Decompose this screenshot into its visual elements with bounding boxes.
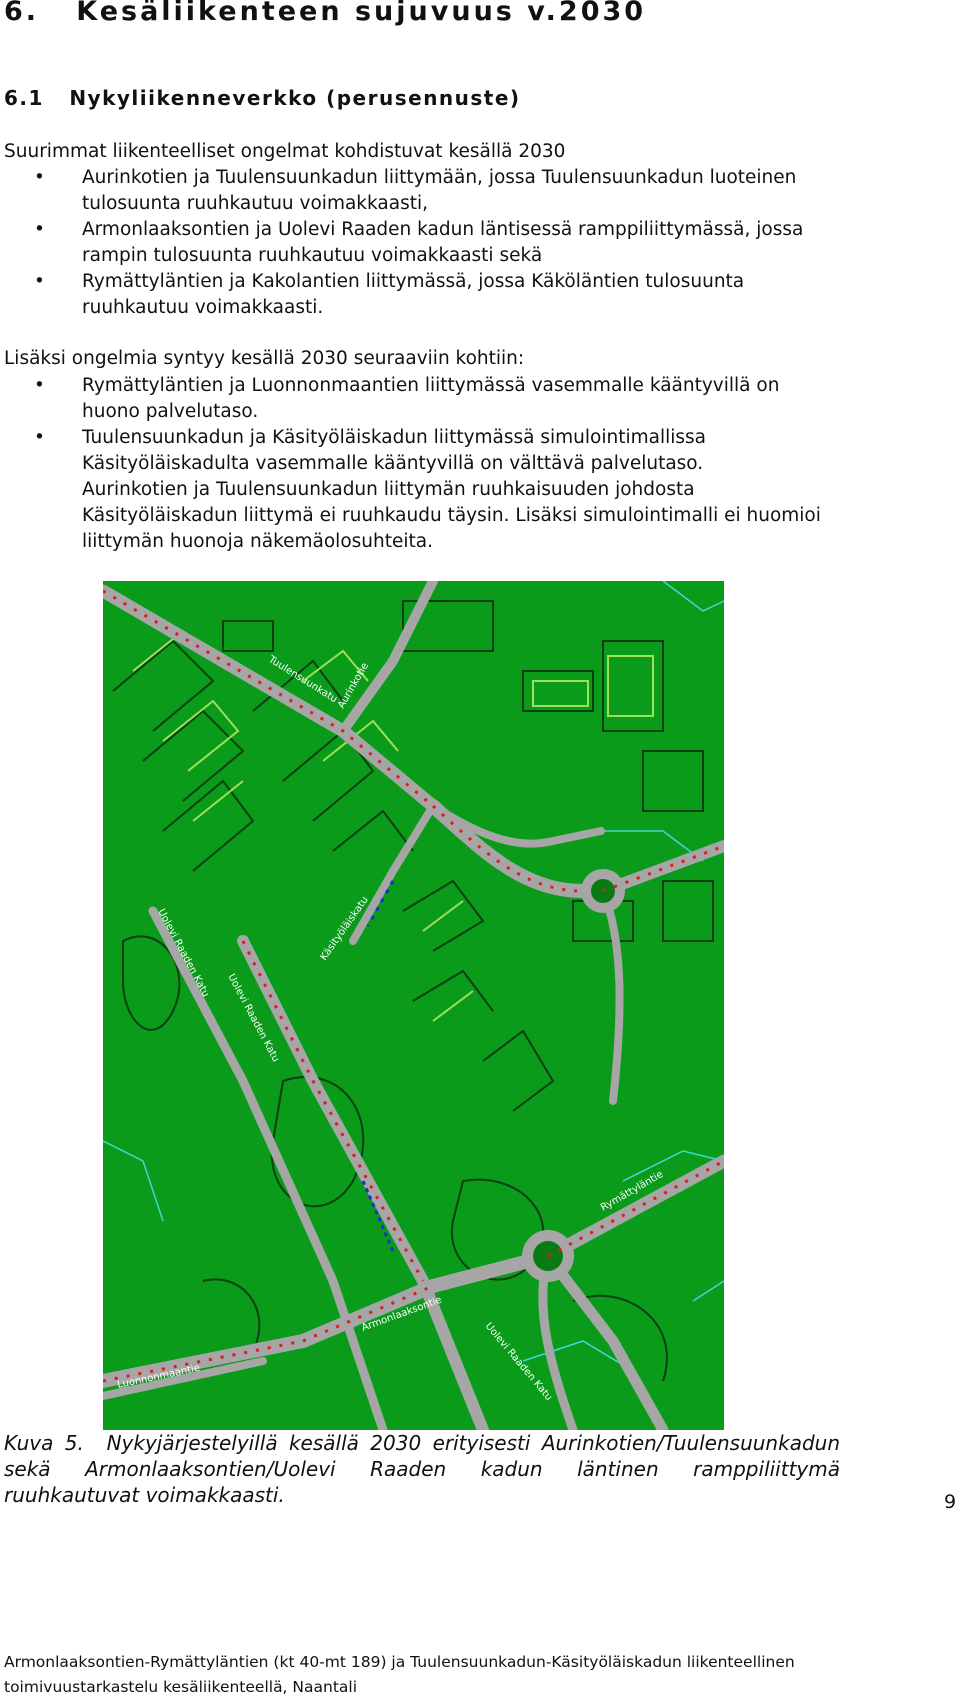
- map-label-tuulensuunkatu: Tuulensuunkatu: [266, 654, 340, 706]
- list-item: [0, 217, 830, 269]
- list-item: [0, 373, 830, 425]
- list-item-text: Rymättyläntien ja Kakolantien liittymässä, jossa Käköläntien tulosuunta ruuhkautuu voimakkaasti.: [82, 271, 745, 318]
- subsection-heading: 6.1 Nykyliikenneverkko (perusennuste): [4, 86, 521, 110]
- map-label-uolevi-raaden-katu-3: Uolevi Raaden Katu: [482, 1320, 555, 1404]
- page-number: 9: [944, 1491, 957, 1513]
- map-label-uolevi-raaden-katu-1: Uolevi Raaden Katu: [155, 907, 212, 999]
- list-item-text: Aurinkotien ja Tuulensuunkadun liittymään, jossa Tuulensuunkadun luoteinen tulosuunta ruuhkautuu voimakkaasti,: [82, 167, 797, 214]
- bullet-icon: •: [34, 219, 45, 240]
- bullet-icon: •: [34, 375, 45, 396]
- intro-paragraph: Suurimmat liikenteelliset ongelmat kohdistuvat kesällä 2030: [4, 141, 566, 162]
- map-label-rymattylantie: Rymättyläntie: [599, 1169, 666, 1214]
- list-item: [0, 165, 830, 217]
- list-item: [0, 269, 830, 321]
- map-label-luonnonmaantie: Luonnonmaantie: [116, 1362, 201, 1391]
- page-footer: Armonlaaksontien-Rymättyläntien (kt 40-mt 189) ja Tuulensuunkadun-Käsityöläiskadun liikenteellinen toimivuustarkastelu kesäliikenteellä, Naantali: [4, 1653, 795, 1696]
- traffic-simulation-map: [103, 581, 724, 1430]
- bullet-icon: •: [34, 427, 45, 448]
- map-label-armonlaaksontie: Armonlaaksontie: [360, 1294, 444, 1334]
- list-item-text: Tuulensuunkadun ja Käsityöläiskadun liittymässä simulointimallissa Käsityöläiskadulta vasemmalle kääntyvillä on välttävä palvelutaso.: [82, 427, 707, 474]
- additional-problems-paragraph: Lisäksi ongelmia syntyy kesällä 2030 seuraaviin kohtiin:: [4, 348, 525, 369]
- bullet-icon: •: [34, 167, 45, 188]
- list-item-text: Armonlaaksontien ja Uolevi Raaden kadun läntisessä ramppiliittymässä, jossa rampin tulosuunta ruuhkautuu voimakkaasti sekä: [82, 219, 804, 266]
- list-item: [0, 425, 830, 477]
- map-label-kasityolaiskatu: Käsityöläiskatu: [318, 894, 371, 963]
- list-item-text: Rymättyläntien ja Luonnonmaantien liittymässä vasemmalle kääntyvillä on huono palvelutaso.: [82, 375, 780, 422]
- map-label-aurinkotie: Aurinkotie: [336, 660, 372, 711]
- section-heading: 6. Kesäliikenteen sujuvuus v.2030: [4, 0, 647, 27]
- problem-list: [0, 165, 830, 321]
- figure-caption: Kuva 5. Nykyjärjestelyillä kesällä 2030 erityisesti Aurinkotien/Tuulensuunkadun sekä Armonlaaksontien/Uolevi Raaden kadun läntinen ramppiliittymä ruuhkautuvat voimakkaasti.: [4, 1431, 840, 1507]
- list-continuation-text: Aurinkotien ja Tuulensuunkadun liittymän ruuhkaisuuden johdosta Käsityöläiskadun liittymä ei ruuhkaudu täysin. Lisäksi simulointimalli ei huomioi liittymän huonoja näkemäolosuhteita.: [82, 479, 821, 552]
- bullet-icon: •: [34, 271, 45, 292]
- additional-problem-list: [0, 373, 830, 555]
- map-label-uolevi-raaden-katu-2: Uolevi Raaden Katu: [225, 972, 282, 1064]
